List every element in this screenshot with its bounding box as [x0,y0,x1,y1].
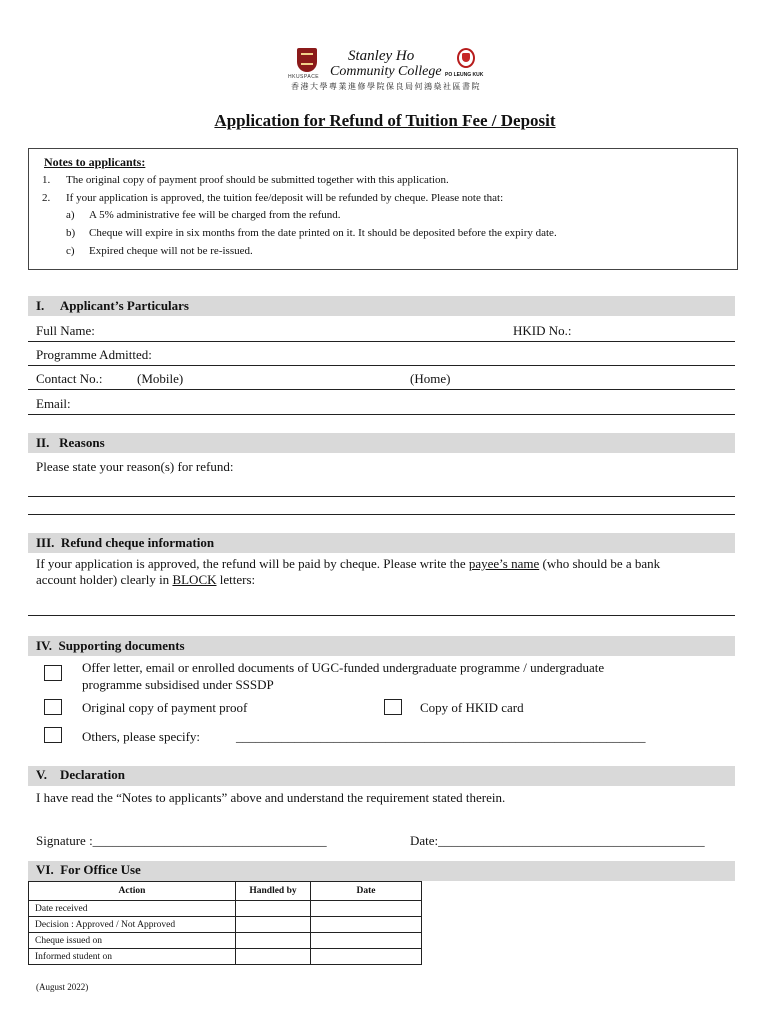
date-field[interactable]: Date:_________________________________________ [410,833,705,848]
programme-field[interactable] [28,365,735,366]
note-number: 2. [42,192,51,204]
section-title-declaration: V. Declaration [36,767,125,782]
table-header-row [29,882,422,901]
po-leung-kuk-label: PO LEUNG KUK [445,72,484,78]
table-cell-handled-by[interactable] [236,949,311,965]
hku-space-crest-icon [297,48,317,72]
form-version-date: (August 2022) [36,982,89,992]
payee-name-emphasis: payee’s name [468,556,540,571]
payee-name-field[interactable] [28,615,735,616]
programme-label: Programme Admitted: [36,347,152,362]
full-name-field[interactable] [28,341,735,342]
section-title-supporting-docs: IV. Supporting documents [36,638,185,653]
table-header-date: Date [311,882,422,901]
section-bar-declaration [28,766,735,786]
table-cell-date[interactable] [311,933,422,949]
table-row [29,901,422,917]
note-number: 1. [42,174,51,186]
table-cell-action: Decision : Approved / Not Approved [29,917,236,933]
table-cell-action: Informed student on [29,949,236,965]
hkid-copy-label: Copy of HKID card [420,700,524,715]
section-title-particulars: I. Applicant’s Particulars [36,298,189,313]
mobile-label: (Mobile) [137,371,184,386]
table-cell-handled-by[interactable] [236,901,311,917]
payment-proof-label: Original copy of payment proof [82,700,248,715]
section-title-office-use: VI. For Office Use [36,862,141,877]
reasons-line-2[interactable] [28,514,735,515]
section-title-reasons: II. Reasons [36,435,105,450]
po-leung-kuk-crest-icon [457,48,475,68]
subnote-letter: b) [66,227,76,239]
table-cell-date[interactable] [311,949,422,965]
subnote-letter: a) [66,209,75,221]
table-row [29,917,422,933]
subnote-text: Cheque will expire in six months from the date printed on it. It should be deposited before the expiry date. [89,227,557,239]
hkid-label: HKID No.: [513,323,572,338]
table-row [29,933,422,949]
offer-letter-checkbox[interactable] [44,665,62,681]
college-chinese-name: 香港大學專業進修學院保良局何鴻燊社區書院 [291,82,481,91]
table-header-action: Action [29,882,236,901]
offer-letter-label-line1: Offer letter, email or enrolled documents of UGC-funded undergraduate programme / undergraduate [82,660,605,675]
email-field[interactable] [28,414,735,415]
college-name-line1: Stanley Ho [348,48,415,64]
table-cell-action: Cheque issued on [29,933,236,949]
table-cell-action: Date received [29,901,236,917]
full-name-label: Full Name: [36,323,95,338]
hku-space-label: HKUSPACE [288,74,320,80]
subnote-text: A 5% administrative fee will be charged from the refund. [89,209,341,221]
others-label: Others, please specify: [82,729,201,744]
table-cell-date[interactable] [311,901,422,917]
note-text: The original copy of payment proof should be submitted together with this application. [66,174,449,186]
others-specify-field[interactable]: _______________________________________________________________ [236,729,646,744]
payment-proof-checkbox[interactable] [44,699,62,715]
declaration-text: I have read the “Notes to applicants” above and understand the requirement stated therein. [36,790,506,805]
subnote-text: Expired cheque will not be re-issued. [89,245,253,257]
section-bar-reasons [28,433,735,453]
section-title-refund-cheque: III. Refund cheque information [36,535,215,550]
office-use-table [28,881,422,965]
contact-field[interactable] [28,389,735,390]
college-name-line2: Community College [330,64,442,79]
email-label: Email: [36,396,71,411]
note-text: If your application is approved, the tuition fee/deposit will be refunded by cheque. Please note that: [66,192,504,204]
contact-label: Contact No.: [36,371,103,386]
signature-field[interactable]: Signature :____________________________________ [36,833,327,848]
form-title: Application for Refund of Tuition Fee / Deposit [214,111,556,130]
notes-heading: Notes to applicants: [44,155,146,169]
home-label: (Home) [410,371,451,386]
table-cell-handled-by[interactable] [236,933,311,949]
reasons-line-1[interactable] [28,496,735,497]
hkid-copy-checkbox[interactable] [384,699,402,715]
others-checkbox[interactable] [44,727,62,743]
table-header-handled-by: Handled by [236,882,311,901]
reasons-prompt: Please state your reason(s) for refund: [36,459,234,474]
refund-cheque-text-line2: account holder) clearly in BLOCK letters: [36,572,256,587]
table-cell-date[interactable] [311,917,422,933]
table-row [29,949,422,965]
table-cell-handled-by[interactable] [236,917,311,933]
block-emphasis: BLOCK [172,572,217,587]
offer-letter-label-line2: programme subsidised under SSSDP [82,677,274,692]
refund-cheque-text-line1: If your application is approved, the refund will be paid by cheque. Please write the payee’s name (who should be a bank [36,556,661,571]
subnote-letter: c) [66,245,75,257]
